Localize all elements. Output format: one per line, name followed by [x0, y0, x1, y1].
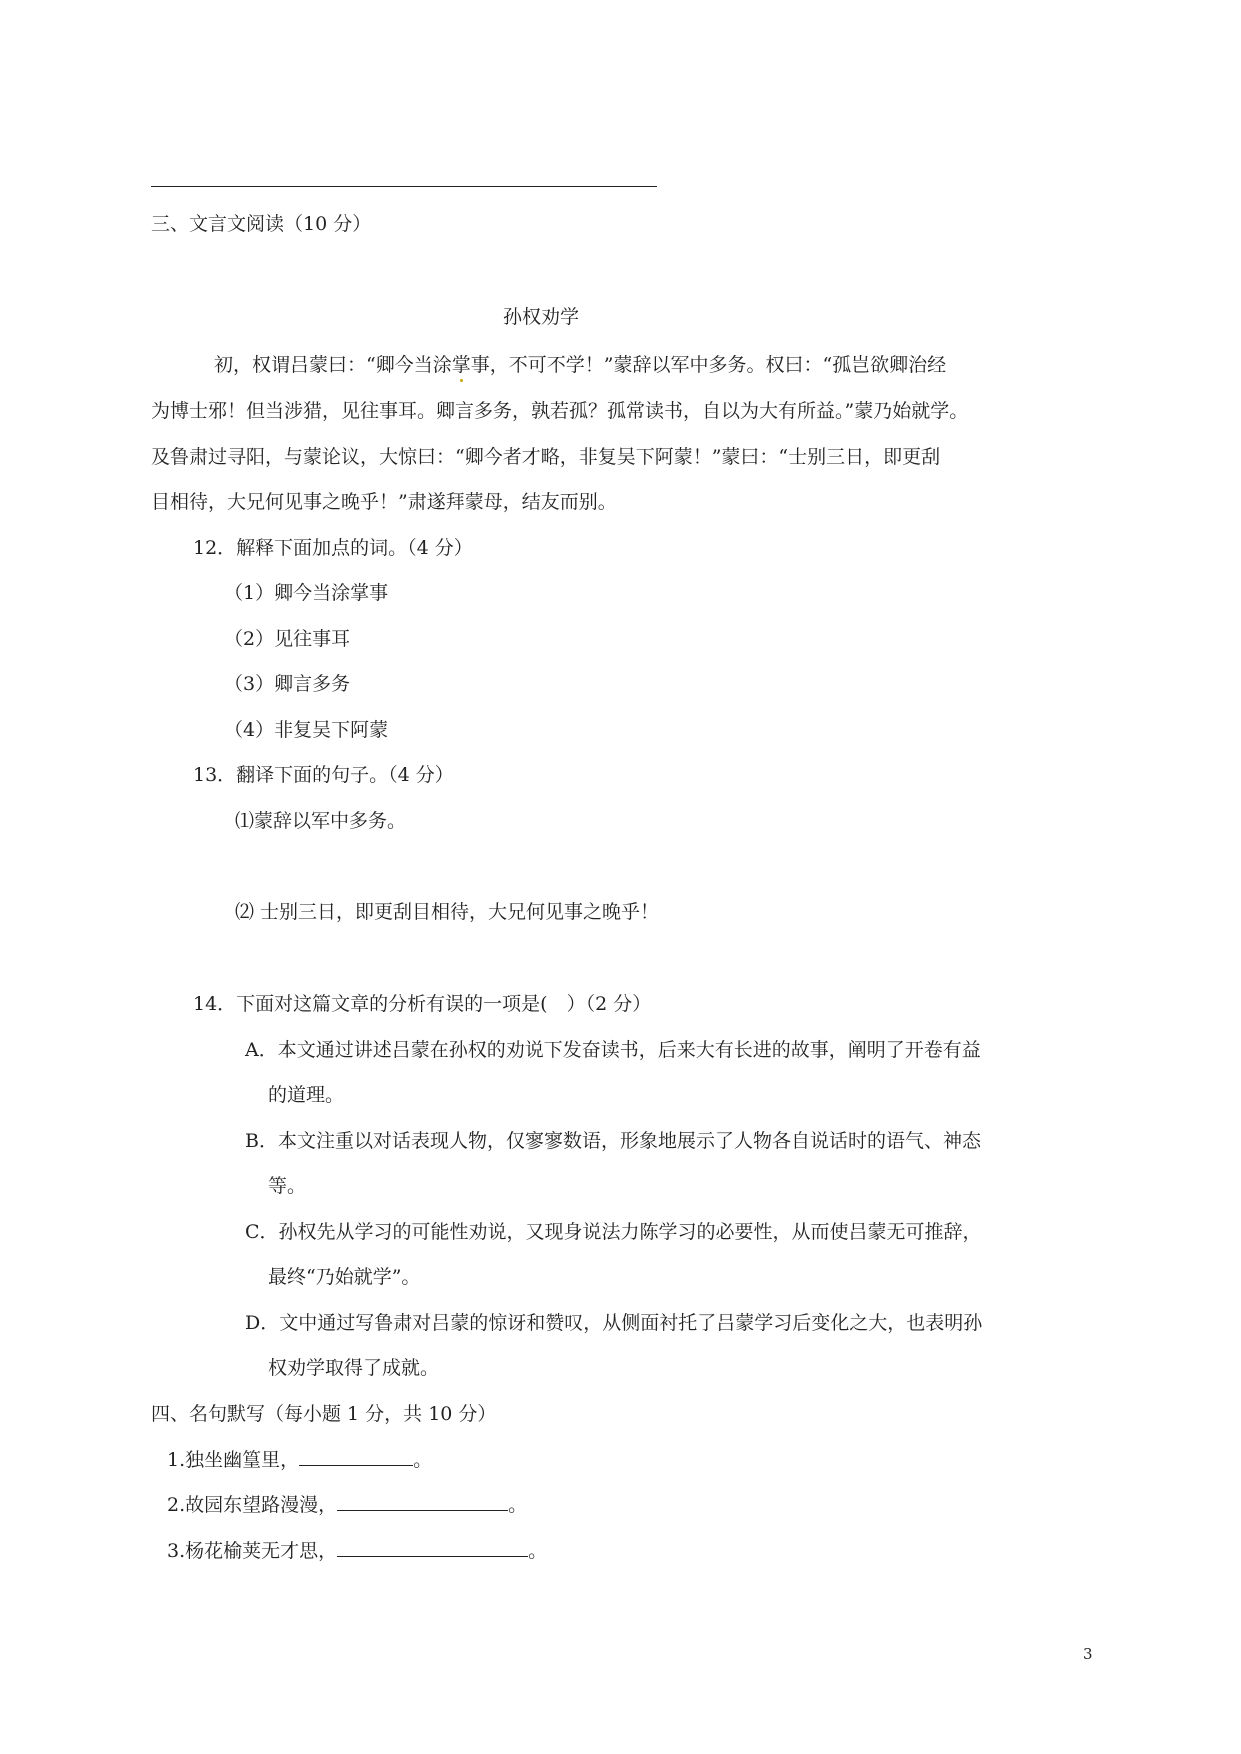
passage-title: 孙权劝学: [503, 306, 580, 328]
question-12: 12．解释下面加点的词。（4 分）: [193, 537, 473, 559]
fill-text: 3.杨花榆荚无才思，: [167, 1540, 338, 1562]
fill-item: [167, 1447, 432, 1472]
q14-option-b: B．本文注重以对话表现人物，仅寥寥数语，形象地展示了人物各自说话时的语气、神态: [245, 1130, 981, 1152]
q14-option-c: C．孙权先从学习的可能性劝说，又现身说法力陈学习的必要性，从而使吕蒙无可推辞，: [245, 1221, 982, 1243]
dotted-word: 掌: [451, 354, 471, 376]
fill-text: 1.独坐幽篁里，: [167, 1449, 300, 1471]
answer-blank[interactable]: [299, 1447, 413, 1466]
section-heading: 四、名句默写（每小题 1 分，共 10 分）: [151, 1403, 497, 1425]
page-number: 3: [1083, 1645, 1093, 1663]
question-14: 14．下面对这篇文章的分析有误的一项是( ）（2 分）: [193, 993, 652, 1015]
q14-option-c-cont: 最终“乃始就学”。: [268, 1266, 421, 1288]
fill-end: 。: [508, 1494, 528, 1516]
fill-item: [167, 1492, 527, 1517]
section-heading: 三、文言文阅读（10 分）: [151, 213, 372, 235]
q13-item: ⑴蒙辞以军中多务。: [235, 810, 407, 832]
top-rule: [151, 186, 657, 187]
q14-option-b-cont: 等。: [268, 1175, 307, 1197]
q14-option-d-cont: 权劝学取得了成就。: [268, 1357, 440, 1379]
q14-option-a: A．本文通过讲述吕蒙在孙权的劝说下发奋读书，后来大有长进的故事，阐明了开卷有益: [245, 1039, 981, 1061]
fill-end: 。: [413, 1449, 433, 1471]
fill-end: 。: [528, 1540, 548, 1562]
fill-text: 2.故园东望路漫漫，: [167, 1494, 338, 1516]
q12-item: （2）见往事耳: [224, 628, 351, 650]
answer-blank[interactable]: [337, 1538, 528, 1557]
passage-text: 初，权谓吕蒙曰：“卿今当涂: [214, 354, 452, 376]
passage-line: 目相待，大兄何见事之晚乎！”肃遂拜蒙母，结友而别。: [151, 491, 617, 513]
q14-option-d: D．文中通过写鲁肃对吕蒙的惊讶和赞叹，从侧面衬托了吕蒙学习后变化之大，也表明孙: [245, 1312, 983, 1334]
q12-item: （4）非复吴下阿蒙: [224, 719, 389, 741]
q14-option-a-cont: 的道理。: [268, 1084, 345, 1106]
q13-item: ⑵ 士别三日，即更刮目相待，大兄何见事之晚乎！: [235, 901, 660, 923]
answer-blank[interactable]: [337, 1492, 508, 1511]
passage-text: 事，不可不学！”蒙辞以军中多务。权曰：“孤岂欲卿治经: [470, 354, 947, 376]
passage-line: [214, 353, 946, 377]
q12-item: （1）卿今当涂掌事: [224, 582, 389, 604]
passage-line: 及鲁肃过寻阳，与蒙论议，大惊曰：“卿今者才略，非复吴下阿蒙！”蒙曰：“士别三日，即更刮: [151, 446, 941, 468]
passage-line: 为博士邪！但当涉猎，见往事耳。卿言多务，孰若孤？孤常读书，自以为大有所益。”蒙乃始就学。: [151, 400, 969, 422]
q12-item: （3）卿言多务: [224, 673, 351, 695]
question-13: 13．翻译下面的句子。（4 分）: [193, 764, 454, 786]
fill-item: [167, 1538, 547, 1563]
